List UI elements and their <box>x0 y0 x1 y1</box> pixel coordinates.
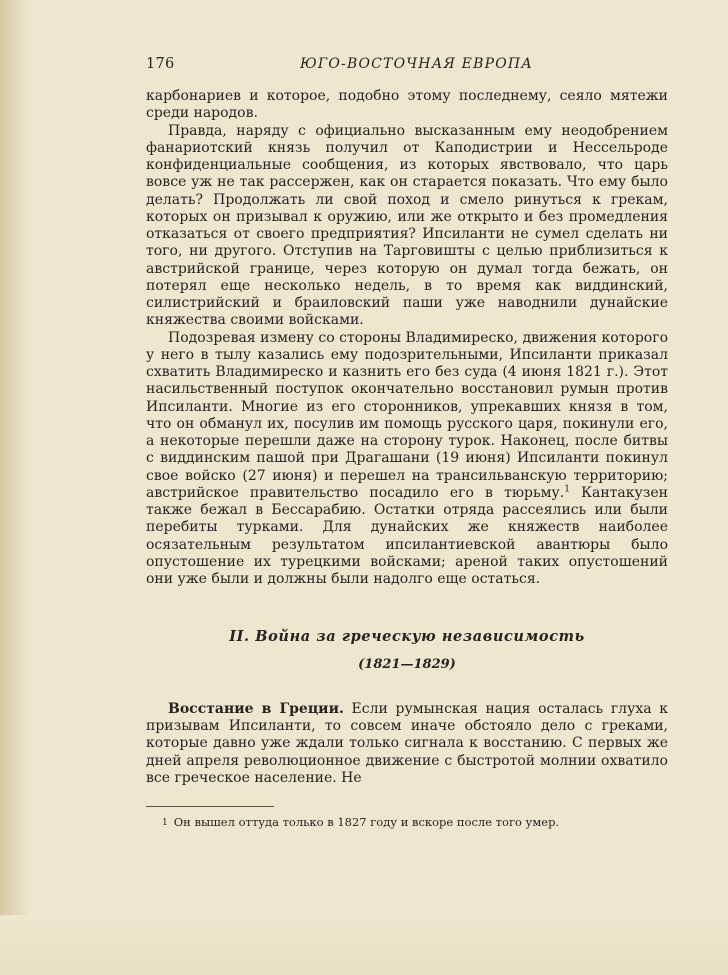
footnote-reference[interactable]: 1 <box>564 484 570 495</box>
footnote <box>146 815 668 830</box>
section-paragraph-text: Если румынская нация осталась глуха к призывам Ипсиланти, то совсем иначе обстояло дело с греками, которые давно уже ждали только сигнала к восстанию. С первых же дней апреля революционное движение с быстротой молнии охватило все греческое население. Не <box>146 700 669 786</box>
paragraph-text: Кантакузен также бежал в Бессарабию. Остатки отряда рассеялись или были перебиты турками. Для дунайских же княжеств наиболее осязательным результатом ипсилантиевской авантюры было опустошение их турецкими войсками; ареной таких опустошений они уже были и должны были надолго еще остаться. <box>146 484 668 587</box>
section-paragraph <box>146 701 668 787</box>
paragraph-text: Подозревая измену со стороны Владимиреско, движения которого у него в тылу казались ему подозрительными, Ипсиланти приказал схватить Владимиреско и казнить его без суда (4 июня 1821 г.). Этот насильственный поступок окончательно восстановил румын против Ипсиланти. Многие из его сторонников, упрекавших князя в том, что он обманул их, посулив им помощь русского царя, покинули его, а некоторые перешли даже на сторону турок. Наконец, после битвы с виддинским пашой при Драгашани (19 июня) Ипсиланти покинул свое войско (27 июня) и перешел на трансильванскую территорию; австрийское правительство посадило его в тюрьму. <box>146 329 668 501</box>
paragraph-continuation: карбонариев и которое, подобно этому последнему, сеяло мятежи среди народов. <box>146 88 668 122</box>
footnote-text: Он вышел оттуда только в 1827 году и вскоре после того умер. <box>173 815 560 829</box>
paragraph: Правда, наряду с официально высказанным ему неодобрением фанариотский князь получил от Каподистрии и Нессельроде конфиденциальные сообщения, из которых явствовало, что царь вовсе уж не так рассержен, как он старается показать. Что ему было делать? Продолжать ли свой поход и смело ринуться к грекам, которых он призывал к оружию, или же открыто и без промедления отказаться от своего предприятия? Ипсиланти не сумел сделать ни того, ни другого. Отступив на Тарговишты с целью приблизиться к австрийской границе, через которую он думал тогда бежать, он потерял еще несколько недель, в то время как виддинский, силистрийский и браиловский паши уже наводнили дунайские княжества своими войсками. <box>146 122 668 329</box>
run-in-heading: Восстание в Греции. <box>168 700 344 717</box>
page-number: 176 <box>146 56 175 72</box>
page-header <box>146 56 668 88</box>
main-text <box>146 88 668 787</box>
footnote-rule <box>146 806 274 807</box>
footnote-number: 1 <box>162 818 168 828</box>
running-head: ЮГО-ВОСТОЧНАЯ ЕВРОПА <box>300 56 534 72</box>
section-title: II. Война за греческую независимость <box>229 628 585 646</box>
section-dates: (1821—1829) <box>358 656 456 672</box>
paragraph <box>146 330 668 589</box>
